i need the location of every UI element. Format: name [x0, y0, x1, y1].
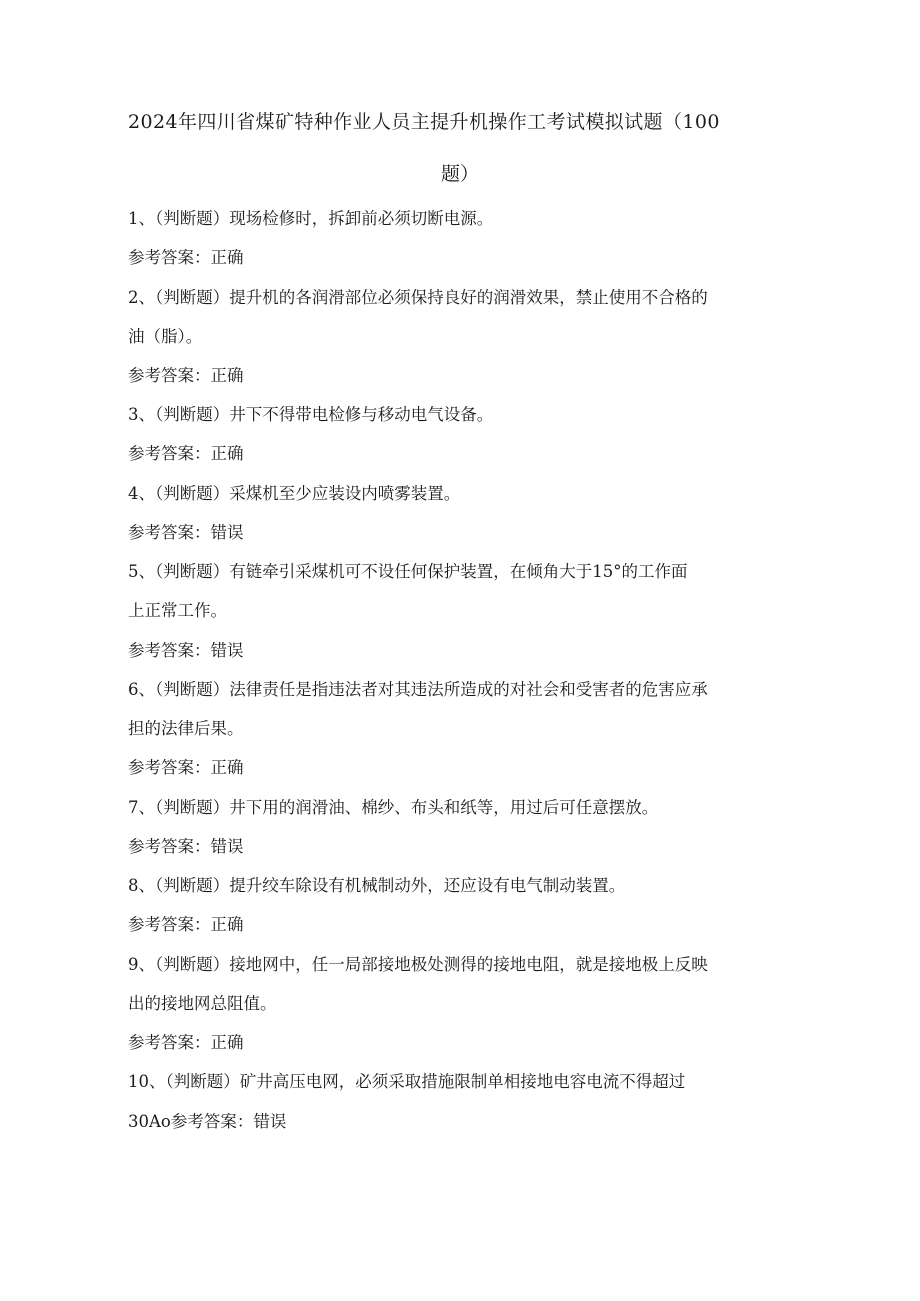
answer-5: 参考答案：错误 — [128, 641, 244, 660]
question-5-text: 5、（判断题）有链牵引采煤机可不设任何保护装置，在倾角大于15°的工作面 — [128, 562, 688, 581]
question-10-text-cont: 30Ao参考答案：错误 — [128, 1112, 287, 1131]
question-10-text: 10、（判断题）矿井高压电网，必须采取措施限制单相接地电容电流不得超过 — [128, 1072, 686, 1091]
question-2-text-cont: 油（脂）。 — [128, 327, 203, 346]
answer-7: 参考答案：错误 — [128, 837, 244, 856]
question-5-text-cont: 上正常工作。 — [128, 601, 227, 620]
question-4-text: 4、（判断题）采煤机至少应装设内喷雾装置。 — [128, 484, 461, 503]
question-7-text: 7、（判断题）井下用的润滑油、棉纱、布头和纸等，用过后可任意摆放。 — [128, 798, 659, 817]
answer-4: 参考答案：错误 — [128, 523, 244, 542]
document-title-line-2: 题） — [440, 163, 479, 185]
question-3-text: 3、（判断题）井下不得带电检修与移动电气设备。 — [128, 405, 494, 424]
question-9-text-cont: 出的接地网总阻值。 — [128, 994, 277, 1013]
question-9-text: 9、（判断题）接地网中，任一局部接地极处测得的接地电阻，就是接地极上反映 — [128, 955, 708, 974]
question-1-text: 1、（判断题）现场检修时，拆卸前必须切断电源。 — [128, 209, 494, 228]
answer-1: 参考答案：正确 — [128, 248, 244, 267]
answer-9: 参考答案：正确 — [128, 1033, 244, 1052]
answer-3: 参考答案：正确 — [128, 444, 244, 463]
document-title-line-1: 2024年四川省煤矿特种作业人员主提升机操作工考试模拟试题（100 — [128, 111, 720, 133]
question-2-text: 2、（判断题）提升机的各润滑部位必须保持良好的润滑效果，禁止使用不合格的 — [128, 288, 708, 307]
question-6-text: 6、（判断题）法律责任是指违法者对其违法所造成的对社会和受害者的危害应承 — [128, 680, 708, 699]
question-6-text-cont: 担的法律后果。 — [128, 719, 244, 738]
answer-8: 参考答案：正确 — [128, 915, 244, 934]
question-8-text: 8、（判断题）提升绞车除设有机械制动外，还应设有电气制动装置。 — [128, 876, 626, 895]
answer-6: 参考答案：正确 — [128, 758, 244, 777]
answer-2: 参考答案：正确 — [128, 366, 244, 385]
